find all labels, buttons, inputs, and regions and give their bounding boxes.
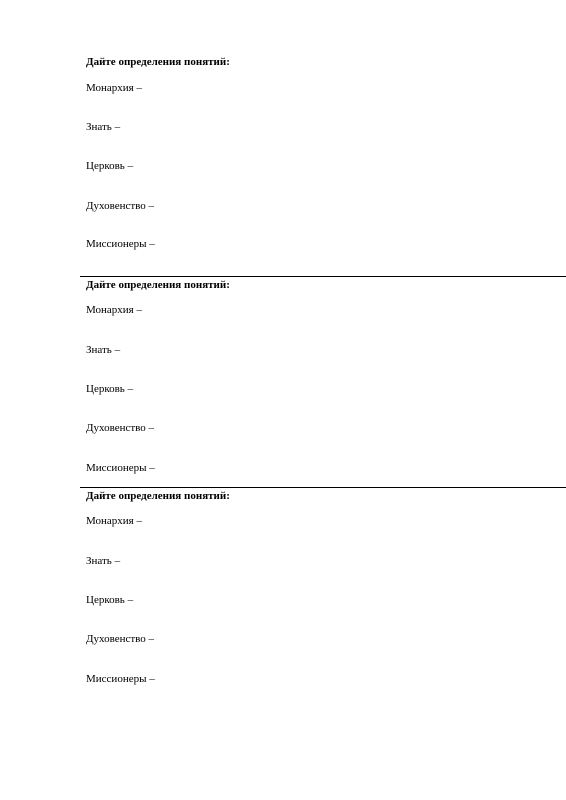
term-clergy: Духовенство – (86, 633, 155, 645)
term-nobility: Знать – (86, 555, 121, 567)
term-nobility: Знать – (86, 344, 121, 356)
term-monarchy: Монархия – (86, 304, 142, 316)
block-heading: Дайте определения понятий: (86, 490, 230, 502)
block-heading: Дайте определения понятий: (86, 279, 230, 291)
block-heading: Дайте определения понятий: (86, 56, 230, 68)
term-church: Церковь – (86, 160, 134, 172)
cut-line-divider (80, 487, 566, 488)
term-missionaries: Миссионеры – (86, 673, 155, 685)
term-missionaries: Миссионеры – (86, 238, 155, 250)
term-monarchy: Монархия – (86, 82, 142, 94)
term-church: Церковь – (86, 594, 134, 606)
term-clergy: Духовенство – (86, 200, 155, 212)
cut-line-divider (80, 276, 566, 277)
term-nobility: Знать – (86, 121, 121, 133)
term-missionaries: Миссионеры – (86, 462, 155, 474)
term-clergy: Духовенство – (86, 422, 155, 434)
term-church: Церковь – (86, 383, 134, 395)
term-monarchy: Монархия – (86, 515, 142, 527)
